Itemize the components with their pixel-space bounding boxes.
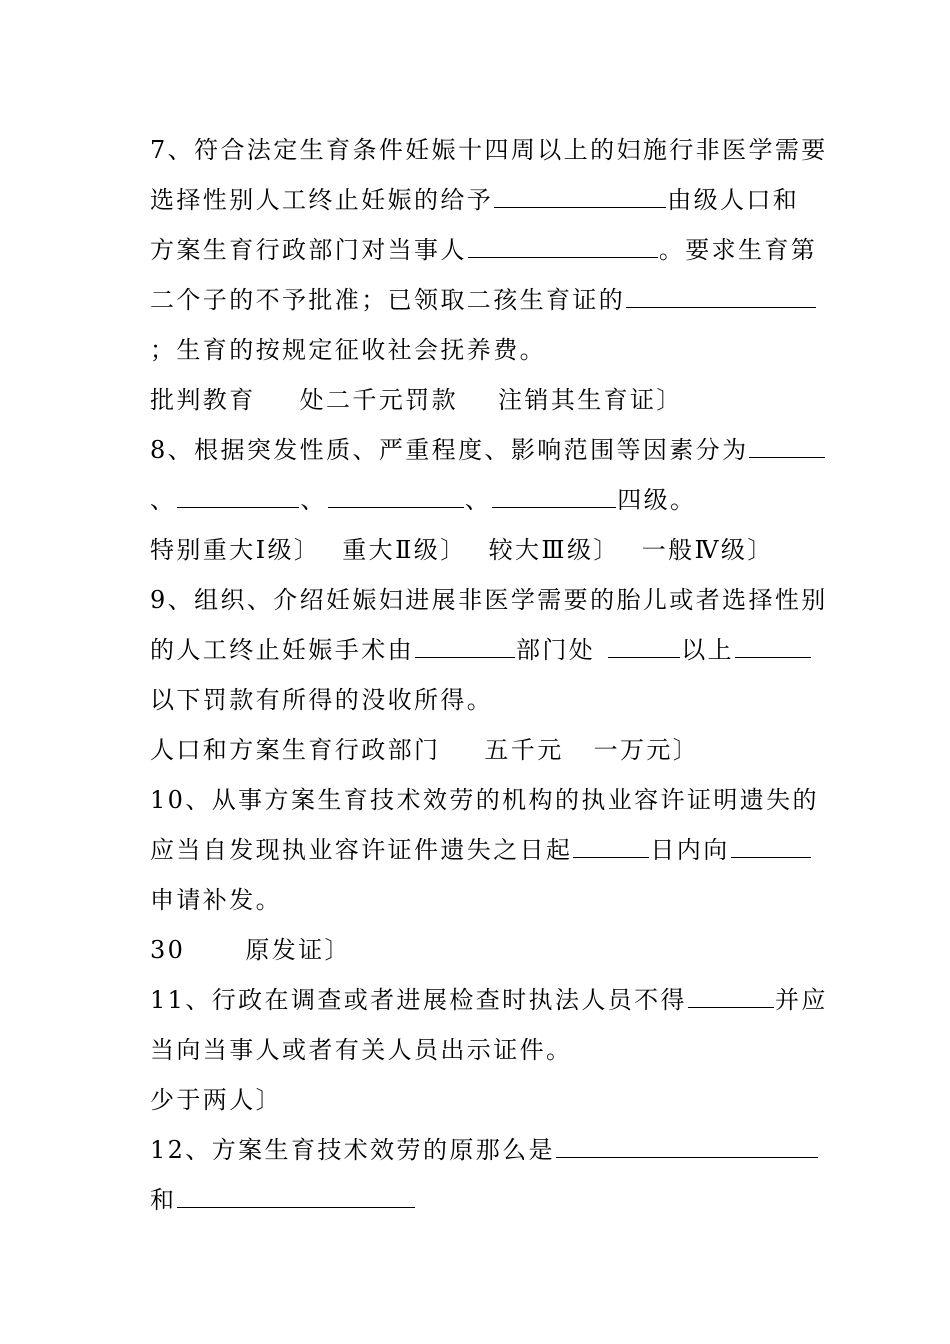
fill-blank <box>492 480 616 508</box>
q9-line-3 <box>150 680 810 720</box>
text-segment: 并应 <box>774 986 828 1014</box>
q9-line-2 <box>150 630 810 670</box>
text-segment: 的人工终止妊娠手术由 <box>150 636 414 664</box>
text-segment: ；生育的按规定征收社会抚养费。 <box>150 336 546 364</box>
q10-answers <box>150 930 810 970</box>
fill-blank <box>415 630 515 658</box>
q10-line-1 <box>150 780 819 820</box>
answer: 特别重大Ⅰ级〕 <box>150 536 321 564</box>
text-segment: 方案生育行政部门对当事人 <box>150 236 467 264</box>
q10-line-2 <box>150 830 810 870</box>
text-segment: 应当自发现执业容许证件遗失之日起 <box>150 836 573 864</box>
q8-line-2 <box>150 480 810 520</box>
text-segment: 二个子的不予批准；已领取二孩生育证的 <box>150 286 626 314</box>
q7-line-3 <box>150 230 818 270</box>
q7-line-2 <box>150 180 810 220</box>
text-segment: 10、从事方案生育技术效劳的机构的执业容许证明遗失的 <box>150 786 819 814</box>
text-segment: 11、行政在调查或者进展检查时执法人员不得 <box>150 986 687 1014</box>
text-segment: 以下罚款有所得的没收所得。 <box>150 686 494 714</box>
answer: 注销其生育证〕 <box>498 386 683 414</box>
text-segment: 和 <box>150 1186 177 1214</box>
answer: 30 <box>150 936 186 964</box>
q12-line-2 <box>150 1180 810 1220</box>
q7-line-5 <box>150 330 810 370</box>
q10-line-3 <box>150 880 810 920</box>
q8-answers <box>150 530 810 570</box>
text-segment: 日内向 <box>650 836 730 864</box>
fill-blank <box>468 230 658 258</box>
fill-blank <box>608 630 680 658</box>
text-segment: 四级。 <box>617 486 697 514</box>
q9-line-1 <box>150 580 828 620</box>
text-segment: 由级人口和 <box>667 186 800 214</box>
q12-line-1 <box>150 1130 810 1170</box>
q9-answers <box>150 730 810 770</box>
q7-line-1 <box>150 130 828 170</box>
fill-blank <box>749 430 825 458</box>
fill-blank <box>688 980 774 1008</box>
text-segment: 7、符合法定生育条件妊娠十四周以上的妇施行非医学需要 <box>150 136 828 164</box>
text-segment: 8、根据突发性质、严重程度、影响范围等因素分为 <box>150 436 749 464</box>
answer: 五千元 <box>484 736 564 764</box>
fill-blank <box>731 830 811 858</box>
text-segment: 9、组织、介绍妊娠妇进展非医学需要的胎儿或者选择性别 <box>150 586 828 614</box>
answer: 处二千元罚款 <box>299 386 459 414</box>
fill-blank <box>494 180 666 208</box>
q11-line-1 <box>150 980 828 1020</box>
answer: 原发证〕 <box>245 936 351 964</box>
fill-blank <box>735 630 811 658</box>
fill-blank <box>328 480 464 508</box>
answer: 重大Ⅱ级〕 <box>342 536 467 564</box>
q11-line-2 <box>150 1030 810 1070</box>
text-segment: 、 <box>300 486 327 514</box>
answer: 批判教育 <box>150 386 256 414</box>
answer: 人口和方案生育行政部门 <box>150 736 441 764</box>
fill-blank <box>177 1180 415 1208</box>
fill-blank <box>626 280 816 308</box>
answer: 一般Ⅳ级〕 <box>641 536 774 564</box>
text-segment: 申请补发。 <box>150 886 282 914</box>
text-segment: 。要求生育第 <box>658 236 818 264</box>
fill-blank <box>556 1130 818 1158</box>
text-segment: 、 <box>150 486 177 514</box>
text-segment: 以上 <box>681 636 735 664</box>
q7-answers <box>150 380 810 420</box>
q8-line-1 <box>150 430 810 470</box>
text-segment: 部门处 <box>516 636 596 664</box>
fill-blank <box>573 830 649 858</box>
q7-line-4 <box>150 280 810 320</box>
text-segment: 选择性别人工终止妊娠的给予 <box>150 186 494 214</box>
q11-answers <box>150 1080 810 1120</box>
text-segment: 当向当事人或者有关人员出示证件。 <box>150 1036 573 1064</box>
text-segment: 、 <box>464 486 492 514</box>
answer: 一万元〕 <box>593 736 700 764</box>
fill-blank <box>177 480 299 508</box>
text-segment: 12、方案生育技术效劳的原那么是 <box>150 1136 555 1164</box>
answer: 少于两人〕 <box>150 1086 282 1114</box>
answer: 较大Ⅲ级〕 <box>488 536 620 564</box>
